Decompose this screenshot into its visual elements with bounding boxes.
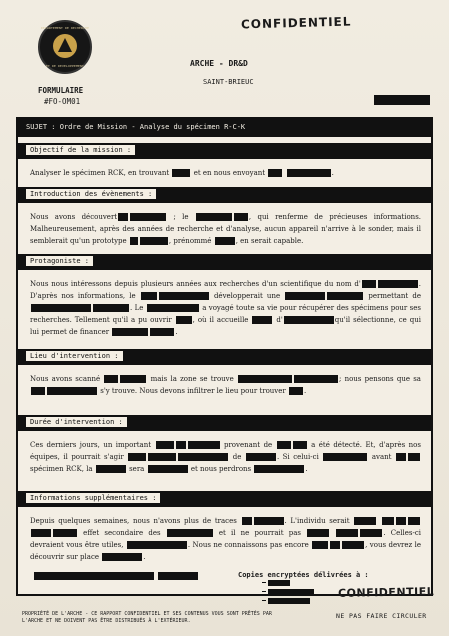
redaction-block bbox=[147, 304, 199, 312]
redaction-block bbox=[360, 529, 382, 537]
redaction-block bbox=[159, 292, 209, 300]
redaction-block bbox=[254, 517, 284, 525]
section-bar-lieu bbox=[18, 349, 431, 365]
redaction-block bbox=[156, 441, 174, 449]
paragraph-introduction: Nous avons découvert ; le , qui renferme de précieuses informations. Malheureusement, après des années de recherche et d'analyse, aucun appareil n'arrive à le sonder, mais il semblerait qu'un prototype , prénommé , en serait capable. bbox=[30, 213, 422, 245]
section-bar-infos bbox=[18, 491, 431, 507]
redaction-block bbox=[323, 453, 367, 461]
logo-ring-top: DEPARTEMENT DE RECHERCHE bbox=[40, 26, 90, 30]
section-bar-objectif bbox=[18, 143, 431, 159]
copies-label: Copies encryptées délivrées à : bbox=[238, 571, 369, 579]
redaction-block bbox=[254, 465, 304, 473]
redaction-block bbox=[408, 517, 420, 525]
confidential-stamp-top: CONFIDENTIEL bbox=[240, 14, 352, 32]
redaction-block bbox=[408, 453, 420, 461]
redaction-block bbox=[234, 213, 248, 221]
redaction-block bbox=[130, 213, 166, 221]
arche-logo bbox=[38, 20, 92, 74]
redaction-block bbox=[167, 529, 213, 537]
redaction-block bbox=[130, 237, 138, 245]
section-title: Introduction des évènements : bbox=[26, 189, 156, 199]
redaction-block bbox=[188, 441, 220, 449]
subject-bar bbox=[18, 119, 431, 137]
list-item bbox=[262, 579, 322, 586]
confidential-stamp-bottom: CONFIDENTIEL bbox=[337, 585, 435, 600]
redaction-block bbox=[120, 375, 146, 383]
redaction-block bbox=[396, 453, 406, 461]
logo-ring-bottom: ET DE DEVELOPPEMENT bbox=[45, 64, 85, 68]
paragraph-protagoniste: Nous nous intéressons depuis plusieurs années aux recherches d'un scientifique du nom d' . D'après nos informations, le développerait une permettant de . Le a voyagé toute sa vie pour récupérer des spécimens pour ses recherches. Tellement qu'il a pu ouvrir , où il accueille d' qu'il sélectionne, ce qui lui permet de financer . bbox=[30, 280, 421, 336]
redaction-block bbox=[287, 169, 331, 177]
redaction-block bbox=[141, 292, 157, 300]
redaction-block bbox=[330, 541, 340, 549]
redaction-block bbox=[96, 465, 126, 473]
redaction-block bbox=[307, 529, 329, 537]
redaction-block bbox=[362, 280, 376, 288]
redaction-block bbox=[268, 169, 282, 177]
redaction-block bbox=[31, 529, 51, 537]
redaction-block bbox=[268, 580, 290, 586]
redaction-block bbox=[285, 292, 325, 300]
logo-emblem-icon bbox=[53, 34, 77, 58]
redaction-block bbox=[112, 328, 148, 336]
redaction-block bbox=[268, 589, 314, 595]
section-bar-protagoniste bbox=[18, 254, 431, 270]
redaction-block bbox=[128, 453, 146, 461]
redaction-block bbox=[148, 465, 188, 473]
redaction-block bbox=[382, 517, 394, 525]
redaction-block bbox=[34, 572, 154, 580]
redaction-block bbox=[336, 529, 358, 537]
redaction-block bbox=[252, 316, 272, 324]
redaction-block bbox=[93, 304, 129, 312]
redaction-block bbox=[158, 572, 198, 580]
subject-line: SUJET : Ordre de Mission - Analyse du spécimen R-C-K bbox=[26, 123, 246, 131]
section-bar-duree bbox=[18, 415, 431, 431]
redaction-block bbox=[268, 598, 310, 604]
redaction-block bbox=[284, 316, 334, 324]
section-title: Objectif de la mission : bbox=[26, 145, 135, 155]
redaction-block bbox=[196, 213, 232, 221]
redaction-block bbox=[215, 237, 235, 245]
redaction-block bbox=[242, 517, 252, 525]
section-title: Informations supplémentaires : bbox=[26, 493, 160, 503]
paragraph-objectif: Analyser le spécimen RCK, en trouvant et en nous envoyant . bbox=[30, 169, 334, 177]
city-name: SAINT-BRIEUC bbox=[203, 78, 254, 86]
form-label: FORMULAIRE bbox=[38, 86, 84, 95]
redaction-block bbox=[176, 441, 186, 449]
redaction-block bbox=[293, 441, 307, 449]
copies-recipient-list bbox=[262, 579, 322, 606]
redaction-block bbox=[289, 387, 303, 395]
redaction-block bbox=[118, 213, 128, 221]
paragraph-duree: Ces derniers jours, un important provenant de a été détecté. Et, d'après nos équipes, il pourrait s'agir de . Si celui-ci avant spécimen RCK, la sera et nous perdrons . bbox=[30, 441, 421, 473]
redaction-block bbox=[294, 375, 338, 383]
redaction-block bbox=[238, 375, 292, 383]
redaction-block bbox=[172, 169, 190, 177]
redaction-block bbox=[378, 280, 418, 288]
redaction-block bbox=[396, 517, 406, 525]
redaction-block bbox=[246, 453, 276, 461]
redaction-block bbox=[150, 328, 174, 336]
list-item bbox=[262, 588, 322, 595]
section-title: Lieu d'intervention : bbox=[26, 351, 123, 361]
form-code: #FO-OM01 bbox=[44, 97, 81, 106]
redaction-block bbox=[178, 453, 228, 461]
redaction-block bbox=[354, 517, 376, 525]
redaction-block bbox=[176, 316, 192, 324]
paragraph-infos: Depuis quelques semaines, nous n'avons plus de traces . L'individu serait effet secondaire des et il ne pourrait pas . Celles-ci devraient vous être utiles, . Nous ne connaissons pas encore , vous devrez le découvrir sur place . bbox=[30, 517, 422, 561]
redaction-block bbox=[140, 237, 168, 245]
paragraph-lieu: Nous avons scanné mais la zone se trouve ; nous pensons que sa s'y trouve. Nous devons infiltrer le lieu pour trouver . bbox=[30, 375, 421, 395]
section-bar-introduction bbox=[18, 187, 431, 203]
redaction-block bbox=[342, 541, 364, 549]
section-title: Protagoniste : bbox=[26, 256, 93, 266]
section-title: Durée d'intervention : bbox=[26, 417, 127, 427]
legal-footer: PROPRIÉTÉ DE L'ARCHE - CE RAPPORT CONFIDENTIEL ET SES CONTENUS VOUS SONT PRÊTÉS PAR L'ARCHE ET NE DOIVENT PAS ÊTRE DISTRIBUÉS À L'EXTÉRIEUR. bbox=[22, 611, 272, 624]
redaction-block bbox=[148, 453, 176, 461]
redaction-block bbox=[277, 441, 291, 449]
redaction-block bbox=[102, 553, 142, 561]
list-item bbox=[262, 597, 322, 604]
redaction-block bbox=[312, 541, 328, 549]
redaction-block bbox=[31, 304, 91, 312]
redaction-block bbox=[53, 529, 77, 537]
mission-order-frame bbox=[16, 117, 433, 596]
redaction-block bbox=[47, 387, 97, 395]
redaction-block bbox=[127, 541, 187, 549]
org-name: ARCHE - DR&D bbox=[190, 59, 248, 68]
redaction-block bbox=[104, 375, 118, 383]
redaction-block bbox=[374, 95, 430, 105]
redaction-block bbox=[327, 292, 363, 300]
redaction-block bbox=[31, 387, 45, 395]
no-circulate-notice: NE PAS FAIRE CIRCULER bbox=[336, 612, 427, 620]
